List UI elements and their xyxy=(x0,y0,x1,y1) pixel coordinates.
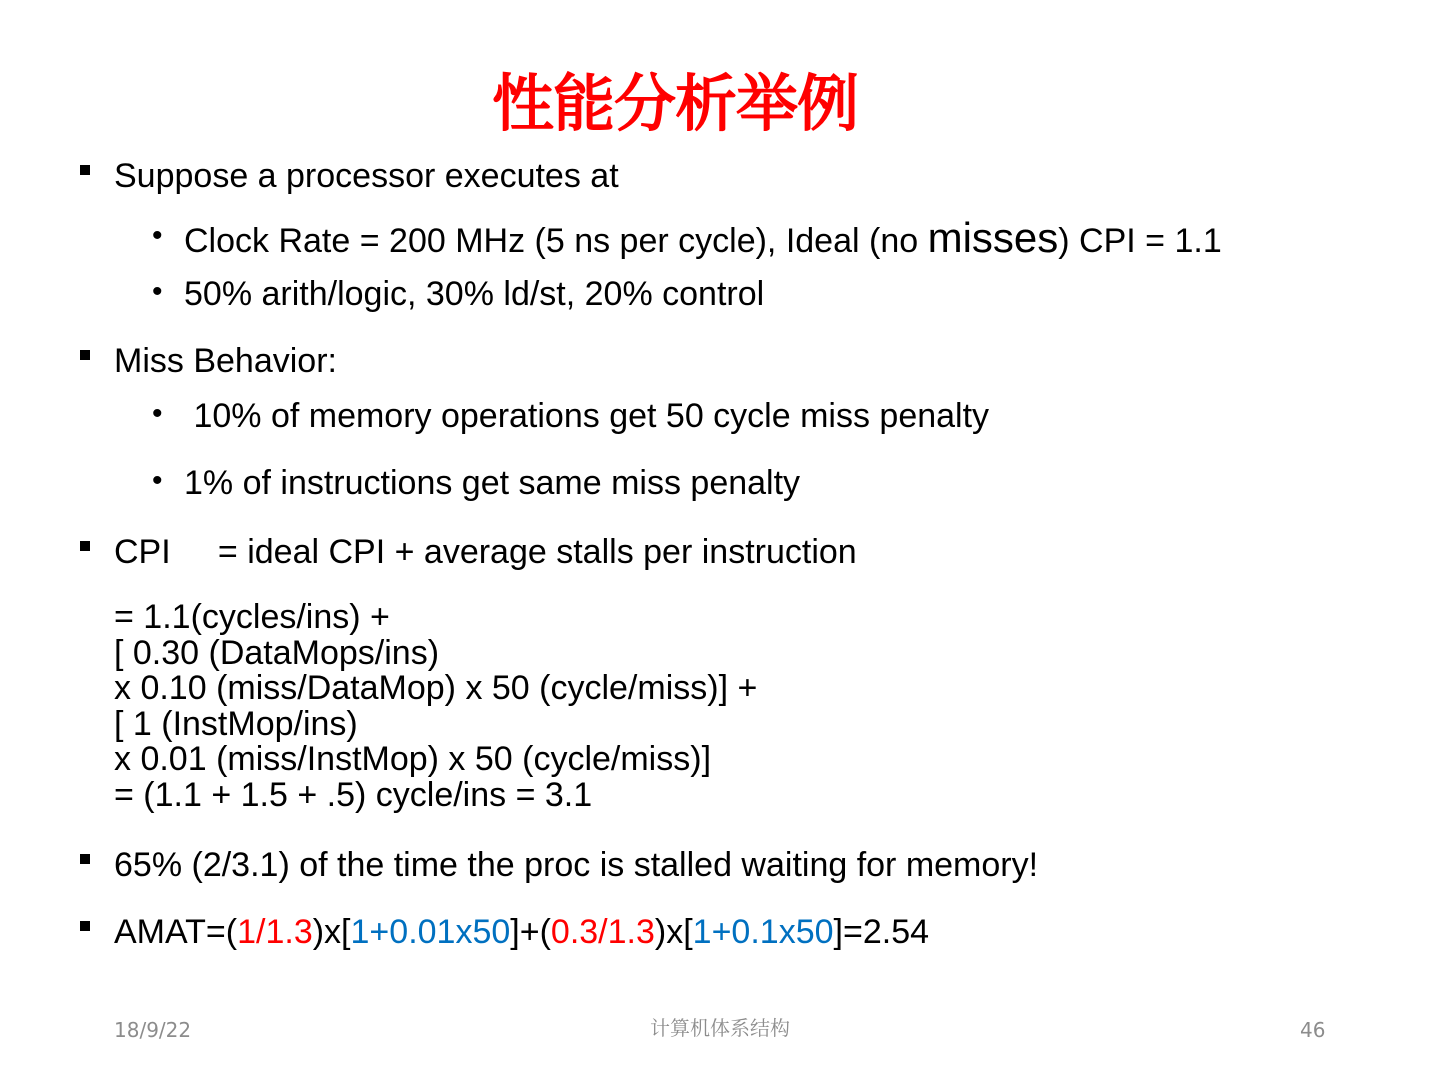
bullet-text: Suppose a processor executes at xyxy=(114,157,619,195)
amat-red-part: 0.3/1.3 xyxy=(550,913,655,951)
calc-line: x 0.10 (miss/DataMop) x 50 (cycle/miss)] + xyxy=(114,669,758,708)
amat-blue-part: 1+0.01x50 xyxy=(350,913,511,951)
dot-bullet-icon: • xyxy=(152,275,163,308)
sub-bullet-text: 1% of instructions get same miss penalty xyxy=(184,464,801,502)
calc-line: x 0.01 (miss/InstMop) x 50 (cycle/miss)] xyxy=(114,740,712,779)
amat-red-part: 1/1.3 xyxy=(237,913,313,951)
dot-bullet-icon: • xyxy=(152,464,163,497)
bullet-text: Miss Behavior: xyxy=(114,342,337,380)
square-bullet-icon xyxy=(80,541,90,551)
amat-part: )x[ xyxy=(312,913,351,951)
slide-title: 性能分析举例 xyxy=(491,67,858,140)
bullet-text: 65% (2/3.1) of the time the proc is stalled waiting for memory! xyxy=(114,846,1039,884)
calc-line: = 1.1(cycles/ins) + xyxy=(114,598,390,636)
text-part: Clock Rate = 200 MHz (5 ns per cycle), Ideal (no xyxy=(184,222,928,260)
sub-bullet-text: 10% of memory operations get 50 cycle miss penalty xyxy=(184,397,990,435)
amat-blue-part: 1+0.1x50 xyxy=(692,913,834,951)
dot-bullet-icon: • xyxy=(152,219,163,252)
amat-formula xyxy=(114,910,929,954)
footer-course: 计算机体系结构 xyxy=(650,1016,790,1040)
calc-line: = (1.1 + 1.5 + .5) cycle/ins = 3.1 xyxy=(114,775,593,814)
calc-line: [ 1 (InstMop/ins) xyxy=(114,704,358,743)
amat-part: ]=2.54 xyxy=(833,913,930,951)
bullet-text: CPI = ideal CPI + average stalls per instruction xyxy=(114,533,857,571)
sub-bullet-text: 50% arith/logic, 30% ld/st, 20% control xyxy=(184,275,765,313)
square-bullet-icon xyxy=(80,165,90,175)
amat-part: )x[ xyxy=(654,913,693,951)
text-part: ) CPI = 1.1 xyxy=(1058,222,1222,260)
dot-bullet-icon: • xyxy=(152,397,163,430)
cpi-calculation xyxy=(114,600,757,814)
emphasis-text: misses xyxy=(927,214,1059,261)
calc-line: [ 0.30 (DataMops/ins) xyxy=(114,633,440,672)
square-bullet-icon xyxy=(80,921,90,931)
sub-bullet-text xyxy=(184,216,1222,263)
amat-part: AMAT=( xyxy=(114,913,238,951)
square-bullet-icon xyxy=(80,854,90,864)
square-bullet-icon xyxy=(80,350,90,360)
amat-part: ]+( xyxy=(510,913,551,951)
footer-date: 18/9/22 xyxy=(114,1018,192,1042)
page-number: 46 xyxy=(1300,1018,1326,1042)
